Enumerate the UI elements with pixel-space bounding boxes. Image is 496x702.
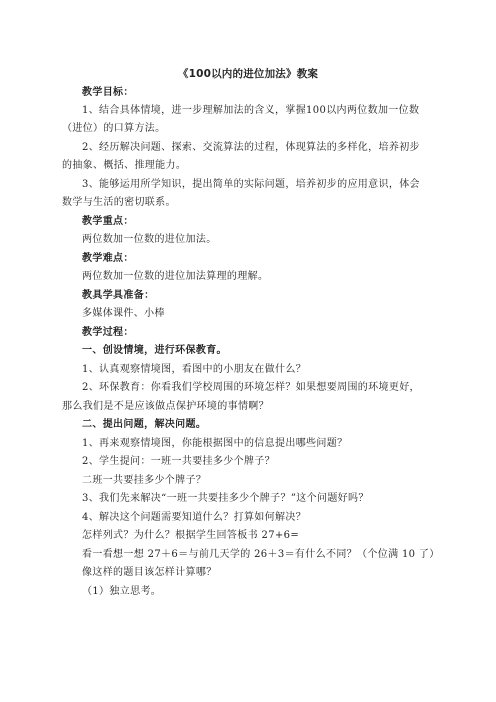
paragraph-line: 2、环保教育：你看我们学校周围的环境怎样？如果想要周围的环境更好， [82,382,420,393]
paragraph-line: 看一看想一想 27＋6＝与前几天学的 26＋3＝有什么不同？（个位满 10 了） [82,549,440,560]
paragraph-line: 数学与生活的密切联系。 [62,197,176,208]
paragraph-line: （进位）的口算方法。 [62,123,166,134]
paragraph-line: （1）独立思考。 [82,586,162,597]
paragraph-line: 两位数加一位数的进位加法算理的理解。 [82,271,269,282]
paragraph-line: 二班一共要挂多少个牌子？ [82,475,207,486]
paragraph-line: 2、学生提问：一班一共要挂多少个牌子？ [82,456,276,467]
paragraph-line: 像这样的题目该怎样计算哪？ [82,567,217,578]
paragraph-line: 2、经历解决问题、探索、交流算法的过程，体现算法的多样化，培养初步 [82,142,420,153]
section-heading: 教学过程： [82,327,134,338]
section-heading: 教学重点： [82,216,134,227]
paragraph-line: 怎样列式？为什么？根据学生回答板书 27+6= [82,530,300,541]
page-title: 《100以内的进位加法》教案 [177,68,319,80]
paragraph-line: 的抽象、概括、推理能力。 [62,160,187,171]
paragraph-line: 两位数加一位数的进位加法。 [82,234,217,245]
section-heading: 教学难点： [82,253,134,264]
paragraph-line: 1、结合具体情境，进一步理解加法的含义，掌握100以内两位数加一位数 [82,105,420,116]
paragraph-line: 3、能够运用所学知识，提出简单的实际问题，培养初步的应用意识，体会 [82,179,420,190]
section-heading: 教具学具准备： [82,290,155,301]
section-heading: 教学目标： [82,87,134,98]
paragraph-line: 那么我们是不是应该做点保护环境的事情啊？ [62,401,269,412]
paragraph-line: 1、再来观察情境图，你能根据图中的信息提出哪些问题？ [82,438,348,449]
paragraph-line: 4、解决这个问题需要知道什么？打算如何解决？ [82,512,307,523]
paragraph-line: 3、我们先来解决“一班一共要挂多少个牌子？”这个问题好吗？ [82,493,369,504]
section-heading: 一、创设情境，进行环保教育。 [82,345,227,356]
section-heading: 二、提出问题，解决问题。 [82,419,207,430]
paragraph-line: 1、认真观察情境图，看图中的小朋友在做什么？ [82,364,307,375]
paragraph-line: 多媒体课件、小棒 [82,308,165,319]
